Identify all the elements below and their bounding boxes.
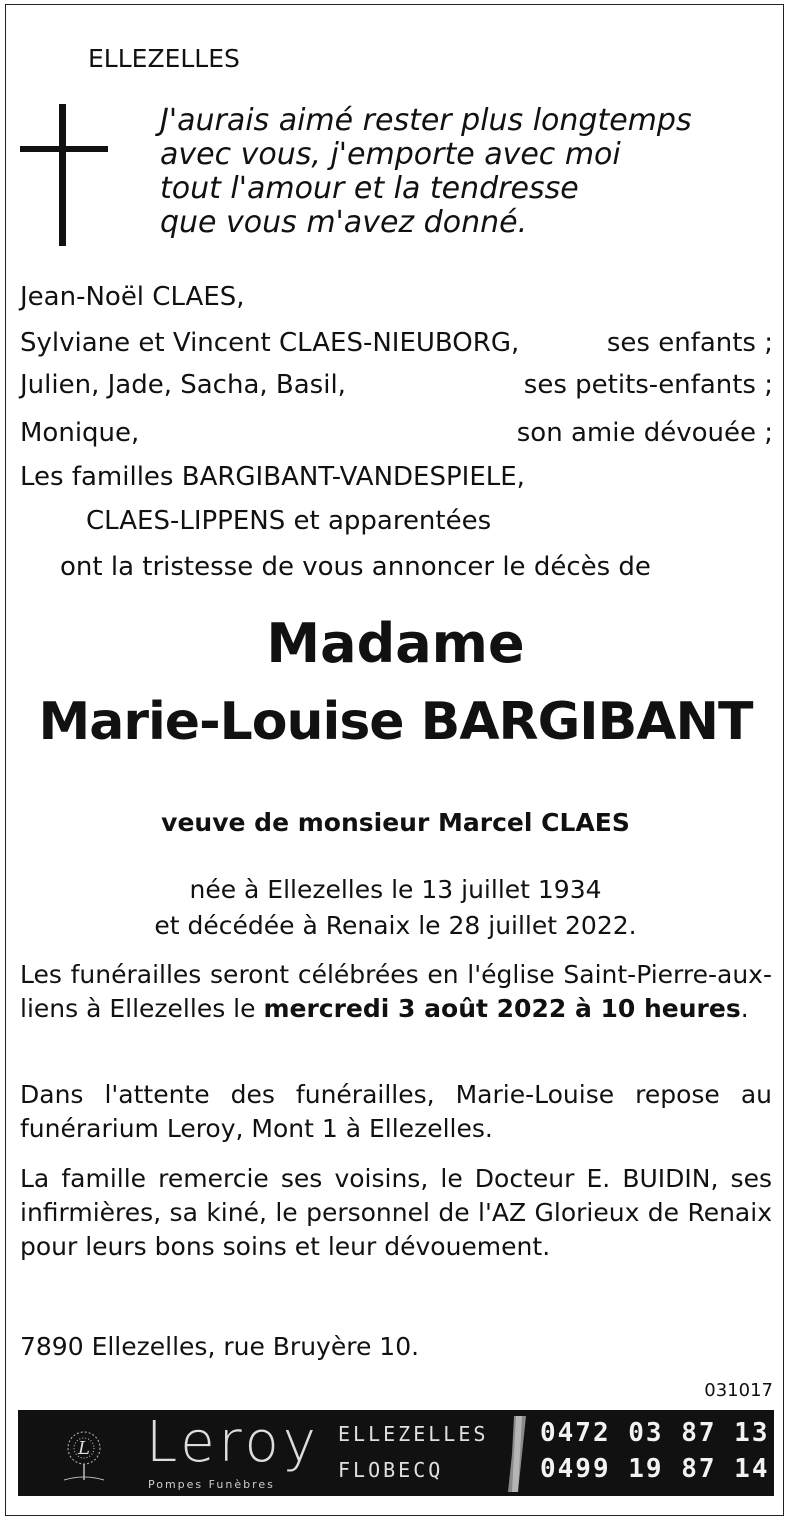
family-line: Julien, Jade, Sacha, Basil,: [20, 370, 346, 400]
birth-line: née à Ellezelles le 13 juillet 1934: [189, 875, 602, 904]
thanks-paragraph: La famille remercie ses voisins, le Docteur E. BUIDIN, ses infirmières, sa kiné, le personnel de l'AZ Glorieux de Renaix pour leurs bons soins et leur dévouement.: [20, 1164, 772, 1261]
announcement-line: ont la tristesse de vous annoncer le décès de: [60, 552, 651, 582]
phone-number-1[interactable]: 0472 03 87 13: [540, 1418, 770, 1448]
town-heading: ELLEZELLES: [88, 44, 240, 73]
brand-subtitle: Pompes Funèbres: [148, 1478, 275, 1491]
family-line: Sylviane et Vincent CLAES-NIEUBORG,: [20, 328, 520, 358]
deceased-title: Madame: [266, 612, 525, 675]
family-line: CLAES-LIPPENS et apparentées: [86, 506, 492, 536]
death-line: et décédée à Renaix le 28 juillet 2022.: [154, 911, 637, 940]
birth-death: [0, 872, 791, 944]
tree-icon: [60, 1420, 130, 1490]
widow-of: veuve de monsieur Marcel CLAES: [161, 808, 630, 837]
cross-icon-bar: [20, 146, 108, 152]
location-flobecq: FLOBECQ: [338, 1458, 444, 1482]
family-role: ses petits-enfants ;: [523, 370, 773, 400]
funeral-end: .: [740, 994, 749, 1023]
funeral-date: mercredi 3 août 2022 à 10 heures: [263, 994, 741, 1023]
quote-line: J'aurais aimé rester plus longtemps: [160, 103, 692, 138]
rest-paragraph: Dans l'attente des funérailles, Marie-Louise repose au funérarium Leroy, Mont 1 à Ellezelles.: [20, 1080, 772, 1143]
brush-stroke-decoration: [496, 1414, 536, 1494]
family-line: Jean-Noël CLAES,: [20, 282, 245, 312]
funeral-paragraph: [20, 958, 772, 1026]
reference-number: 031017: [704, 1380, 773, 1401]
address: 7890 Ellezelles, rue Bruyère 10.: [20, 1332, 420, 1361]
svg-text:L: L: [78, 1438, 90, 1459]
family-role: ses enfants ;: [606, 328, 773, 358]
quote-line: que vous m'avez donné.: [160, 205, 528, 240]
deceased-name: Marie-Louise BARGIBANT: [38, 692, 753, 752]
cross-icon: [59, 104, 66, 246]
brand-logo-text: Leroy: [146, 1410, 320, 1475]
funeral-text: Les funérailles seront célébrées en l'église Saint-Pierre-aux-liens à Ellezelles le: [20, 960, 772, 1023]
memorial-quote: [160, 104, 692, 240]
quote-line: avec vous, j'emporte avec moi: [160, 137, 621, 172]
family-line: Les familles BARGIBANT-VANDESPIELE,: [20, 462, 525, 492]
quote-line: tout l'amour et la tendresse: [160, 171, 579, 206]
family-line: Monique,: [20, 418, 140, 448]
phone-number-2[interactable]: 0499 19 87 14: [540, 1454, 770, 1484]
family-role: son amie dévouée ;: [516, 418, 773, 448]
location-ellezelles: ELLEZELLES: [338, 1422, 489, 1446]
funeral-home-banner: [18, 1410, 774, 1496]
